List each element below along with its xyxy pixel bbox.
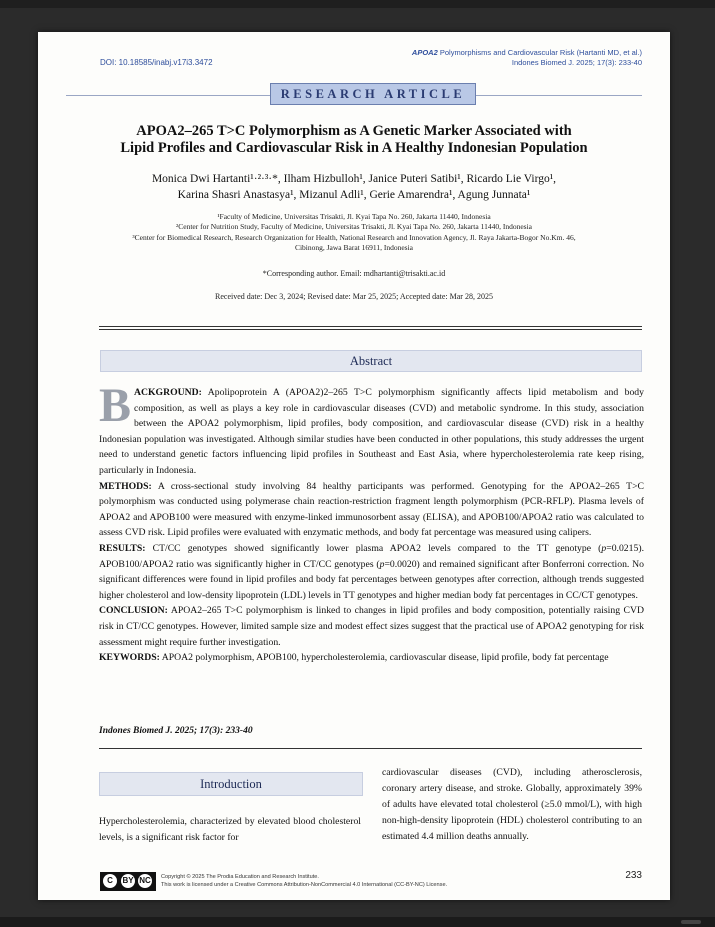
affiliation-1: ¹Faculty of Medicine, Universitas Trisakti, Jl. Kyai Tapa No. 260, Jakarta 11440, Indonesia bbox=[217, 212, 491, 221]
intro-text-left: Hypercholesterolemia, characterized by elevated blood cholesterol levels, is a significant risk factor for bbox=[99, 816, 361, 843]
abstract-conclusion bbox=[99, 603, 644, 650]
results-text-a: CT/CC genotypes showed significantly lower plasma APOA2 levels compared to the TT genotype ( bbox=[145, 542, 602, 554]
affiliation-3: ³Center for Biomedical Research, Research Organization for Health, National Research and Innovation Agency, Jl. Raya Jakarta-Bogor No.Km. 46, bbox=[132, 232, 576, 242]
running-header bbox=[412, 48, 642, 68]
running-title-gene: APOA2 bbox=[411, 48, 438, 57]
viewer-bottom-bar bbox=[0, 917, 715, 927]
cc-license-badge-icon[interactable] bbox=[100, 872, 156, 891]
viewer-top-bar bbox=[0, 0, 715, 8]
methods-label: METHODS: bbox=[99, 480, 152, 492]
document-page bbox=[38, 32, 670, 900]
license-line: This work is licensed under a Creative Commons Attribution-NonCommercial 4.0 International (CC-BY-NC) License. bbox=[161, 882, 448, 888]
by-icon: BY bbox=[121, 874, 135, 888]
results-label: RESULTS: bbox=[99, 542, 146, 554]
authors-line-1: Monica Dwi Hartanti¹·²·³·*, Ilham Hizbulloh¹, Janice Puteri Satibi¹, Ricardo Lie Virgo¹, bbox=[151, 173, 557, 185]
keywords-text: APOA2 polymorphism, APOB100, hypercholesterolemia, cardiovascular disease, lipid profile, body fat percentage bbox=[159, 652, 609, 664]
drop-cap: B bbox=[99, 379, 132, 432]
article-type-banner: RESEARCH ARTICLE bbox=[270, 83, 476, 105]
abstract-body bbox=[99, 379, 644, 666]
p-value-symbol: p bbox=[601, 542, 607, 554]
license-footer bbox=[100, 870, 640, 894]
page-number: 233 bbox=[625, 870, 642, 881]
article-title bbox=[78, 123, 630, 157]
introduction-heading: Introduction bbox=[99, 772, 363, 796]
results-text-c: =0.0020) and remained significant after Bonferroni correction. No significant differences were found in lipid profiles and body fat percentages between genotypes after correction, although trends suggested higher cholesterol and low-density lipoprotein (LDL) levels in TT genotypes and higher median body fat percentages in CC/CT genotypes. bbox=[99, 558, 644, 601]
section-divider bbox=[99, 326, 642, 327]
section-divider bbox=[99, 748, 642, 749]
license-text bbox=[161, 873, 447, 889]
running-title bbox=[412, 48, 642, 58]
running-title-rest: Polymorphisms and Cardiovascular Risk (Hartanti MD, et al.) bbox=[437, 48, 642, 57]
conclusion-label: CONCLUSION: bbox=[99, 605, 168, 617]
keywords-label: KEYWORDS: bbox=[99, 652, 160, 664]
methods-text: A cross-sectional study involving 84 healthy participants was performed. Genotyping for the APOA2–265 T>C polymorphism was conducted using polymerase chain reaction-restriction fragment length polymorphism (PCR-RFLP). Plasma levels of APOA2 and APOB100 were measured with enzyme-linked immunosorbent assay (ELISA), and APOB100/APOA2 ratio was calculated to assess CVD risk. Lipid profiles were evaluated with enzymatic methods, and body fat percentage was measured using calipers. bbox=[99, 480, 644, 539]
affiliation-3-cont: Cibinong, Jawa Barat 16911, Indonesia bbox=[294, 242, 414, 252]
affiliation-2: ²Center for Nutrition Study, Faculty of Medicine, Universitas Trisakti, Jl. Kyai Tapa No. 260, Jakarta 11440, Indonesia bbox=[176, 222, 532, 232]
cc-icon: C bbox=[103, 874, 117, 888]
received-dates: Received date: Dec 3, 2024; Revised date: Mar 25, 2025; Accepted date: Mar 28, 2025 bbox=[215, 292, 493, 301]
title-line-2: Lipid Profiles and Cardiovascular Risk in A Healthy Indonesian Population bbox=[120, 140, 588, 156]
results-text-b: =0.0215). APOB100/APOA2 ratio was significantly higher in CT/CC genotypes ( bbox=[99, 542, 644, 570]
author-list bbox=[78, 171, 630, 203]
citation: Indones Biomed J. 2025; 17(3): 233-40 bbox=[99, 726, 253, 736]
title-line-1: APOA2–265 T>C Polymorphism as A Genetic Marker Associated with bbox=[136, 123, 572, 139]
background-label: ACKGROUND: bbox=[134, 387, 202, 398]
background-text: Apolipoprotein A (APOA2)2–265 T>C polymorphism significantly affects lipid metabolism and body composition, as well as plays a key role in cardiovascular diseases (CVD) and metabolic syndrome. In this study, association between the APOA2 polymorphism, lipid profiles, body composition, and cardiovascular disease (CVD) risk in a healthy Indonesian population was investigated. Although similar studies have been conducted in other populations, this study addresses the urgent need to understand genetic factors influencing lipid profiles in Southeast and East Asia, where hypercholesterolemia rate keep rising, particularly in Indonesia. bbox=[99, 387, 644, 476]
abstract-methods bbox=[99, 479, 644, 541]
abstract-background bbox=[99, 379, 644, 479]
intro-text-right: cardiovascular diseases (CVD), including atherosclerosis, coronary artery disease, and stroke. Globally, approximately 39% of adults have elevated total cholesterol (≥5.0 mmol/L), with high non-high-density lipoprotein (HDL) cholesterol contributing to an estimated 4.4 million deaths annually. bbox=[382, 767, 642, 843]
abstract-results bbox=[99, 541, 644, 603]
abstract-heading: Abstract bbox=[100, 350, 642, 372]
authors-line-2: Karina Shasri Anastasya¹, Mizanul Adli¹, Gerie Amarendra¹, Agung Junnata¹ bbox=[177, 189, 531, 201]
p-value-symbol: p bbox=[379, 558, 385, 570]
copyright-line: Copyright © 2025 The Prodia Education and Research Institute. bbox=[161, 874, 319, 880]
doi[interactable]: DOI: 10.18585/inabj.v17i3.3472 bbox=[100, 58, 213, 67]
nc-icon: NC bbox=[138, 874, 152, 888]
corresponding-author: *Corresponding author. Email: mdhartanti@trisakti.ac.id bbox=[262, 269, 446, 278]
affiliations bbox=[78, 212, 630, 253]
section-divider bbox=[99, 329, 642, 330]
abstract-keywords bbox=[99, 650, 644, 666]
journal-ref: Indones Biomed J. 2025; 17(3): 233-40 bbox=[511, 58, 642, 67]
scroll-indicator[interactable] bbox=[681, 920, 701, 924]
conclusion-text: APOA2–265 T>C polymorphism is linked to changes in lipid profiles and body composition, potentially raising CVD risk in CT/CC genotypes. However, limited sample size and modest effect sizes suggest that the practical use of APOA2 genotyping for risk assessment might require further investigation. bbox=[99, 605, 644, 648]
